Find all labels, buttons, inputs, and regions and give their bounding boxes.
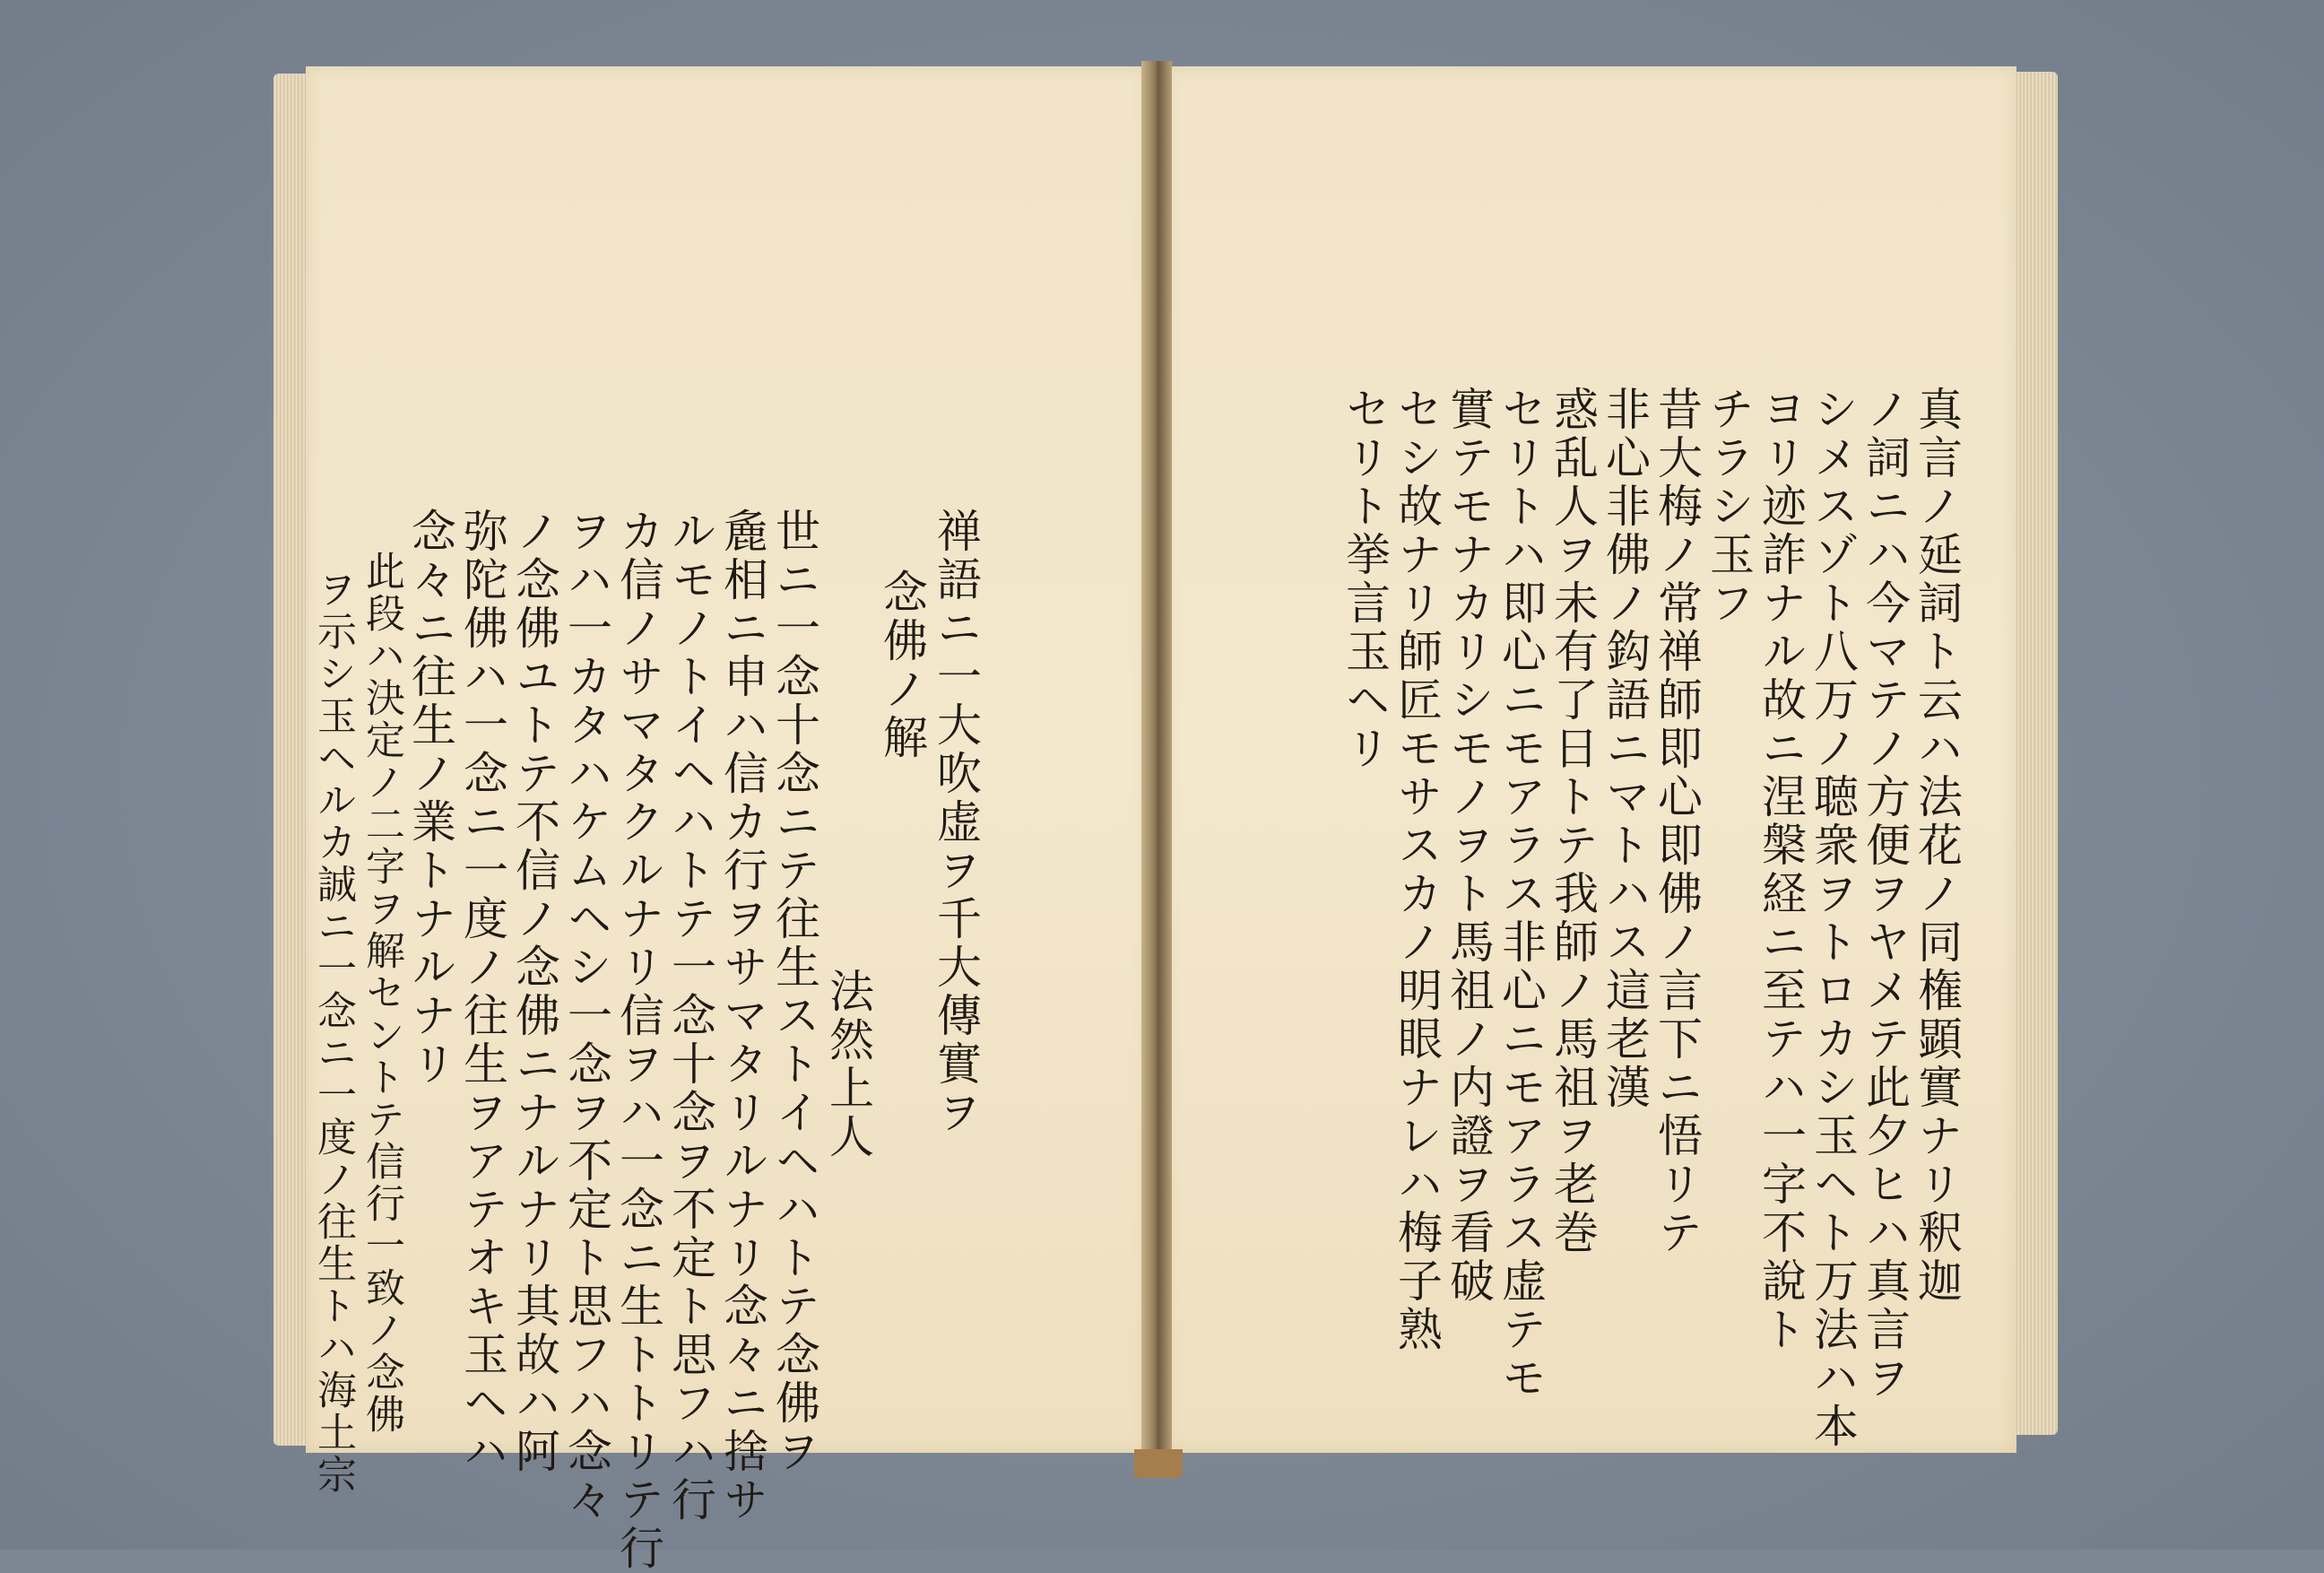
- commentary-column: ヲ示シ玉ヘルカ誠ニ一念ニ一度ノ往生トハ海土宗: [310, 569, 356, 1496]
- text-column: ヲハ一カタハケムヘシ一念ヲ不定ト思フハ念々: [560, 508, 612, 1525]
- text-column: 非心非佛ノ鈎語ニマトハス這老漢: [1599, 386, 1651, 1112]
- text-column: 真言ノ延詞ト云ハ法花ノ同権顕實ナリ釈迦: [1911, 386, 1963, 1306]
- text-column: 弥陀佛ハ一念ニ一度ノ往生ヲアテオキ玉ヘハ: [456, 508, 508, 1476]
- section-heading: 念佛ノ解: [876, 569, 928, 762]
- text-column: 世ニ一念十念ニテ往生ストイヘハトテ念佛ヲ: [768, 508, 820, 1476]
- text-column: セリトハ即心ニモアラス非心ニモアラス虚テモ: [1495, 386, 1547, 1403]
- text-column: 昔大梅ノ常禅師即心即佛ノ言下ニ悟リテ: [1651, 386, 1703, 1257]
- text-column: 實テモナカリシモノヲト馬祖ノ内證ヲ看破: [1443, 386, 1495, 1306]
- text-column: ノ詞ニハ今マテノ方便ヲヤメテ此夕ヒハ真言ヲ: [1859, 386, 1911, 1403]
- text-column: セシ故ナリ師匠モサスカノ明眼ナレハ梅子熟: [1391, 386, 1443, 1354]
- text-column: ルモノトイヘハトテ一念十念ヲ不定ト思フハ行: [664, 508, 716, 1525]
- text-column: カ信ノサマタクルナリ信ヲハ一念ニ生トトリテ行: [612, 508, 664, 1573]
- spine-binding: [1134, 1449, 1183, 1478]
- left-page: [306, 66, 1149, 1573]
- text-column: 念々ニ往生ノ業トナルナリ: [404, 508, 456, 1089]
- right-page-edges: [2016, 72, 2058, 1435]
- text-column: セリト挙言玉ヘリ: [1339, 386, 1391, 773]
- book-gutter: [1141, 61, 1172, 1478]
- text-column: 惑乱人ヲ未有了日トテ我師ノ馬祖ヲ老巻: [1547, 386, 1599, 1257]
- text-column: チラシ玉フ: [1703, 386, 1755, 628]
- text-column: 禅語ニ一大吹虚ヲ千大傳實ヲ: [930, 508, 982, 1137]
- left-page-edges: [273, 74, 309, 1446]
- commentary-column: 此段ハ決定ノ二字ヲ解セントテ信行一致ノ念佛: [359, 551, 404, 1436]
- text-column: 麁相ニ申ハ信カ行ヲサマタリルナリ念々ニ捨サ: [716, 508, 768, 1525]
- text-column: ヨリ迹詐ナル故ニ涅槃経ニ至テハ一字不說ト: [1755, 386, 1807, 1354]
- right-page: [1165, 66, 2016, 1453]
- text-column: ノ念佛ユトテ不信ノ念佛ニナルナリ其故ハ阿: [508, 508, 560, 1476]
- open-book: [273, 61, 2058, 1573]
- author-name: 法然上人: [822, 968, 874, 1161]
- text-column: シメスゾト八万ノ聴衆ヲトロカシ玉ヘト万法ハ本: [1807, 386, 1859, 1451]
